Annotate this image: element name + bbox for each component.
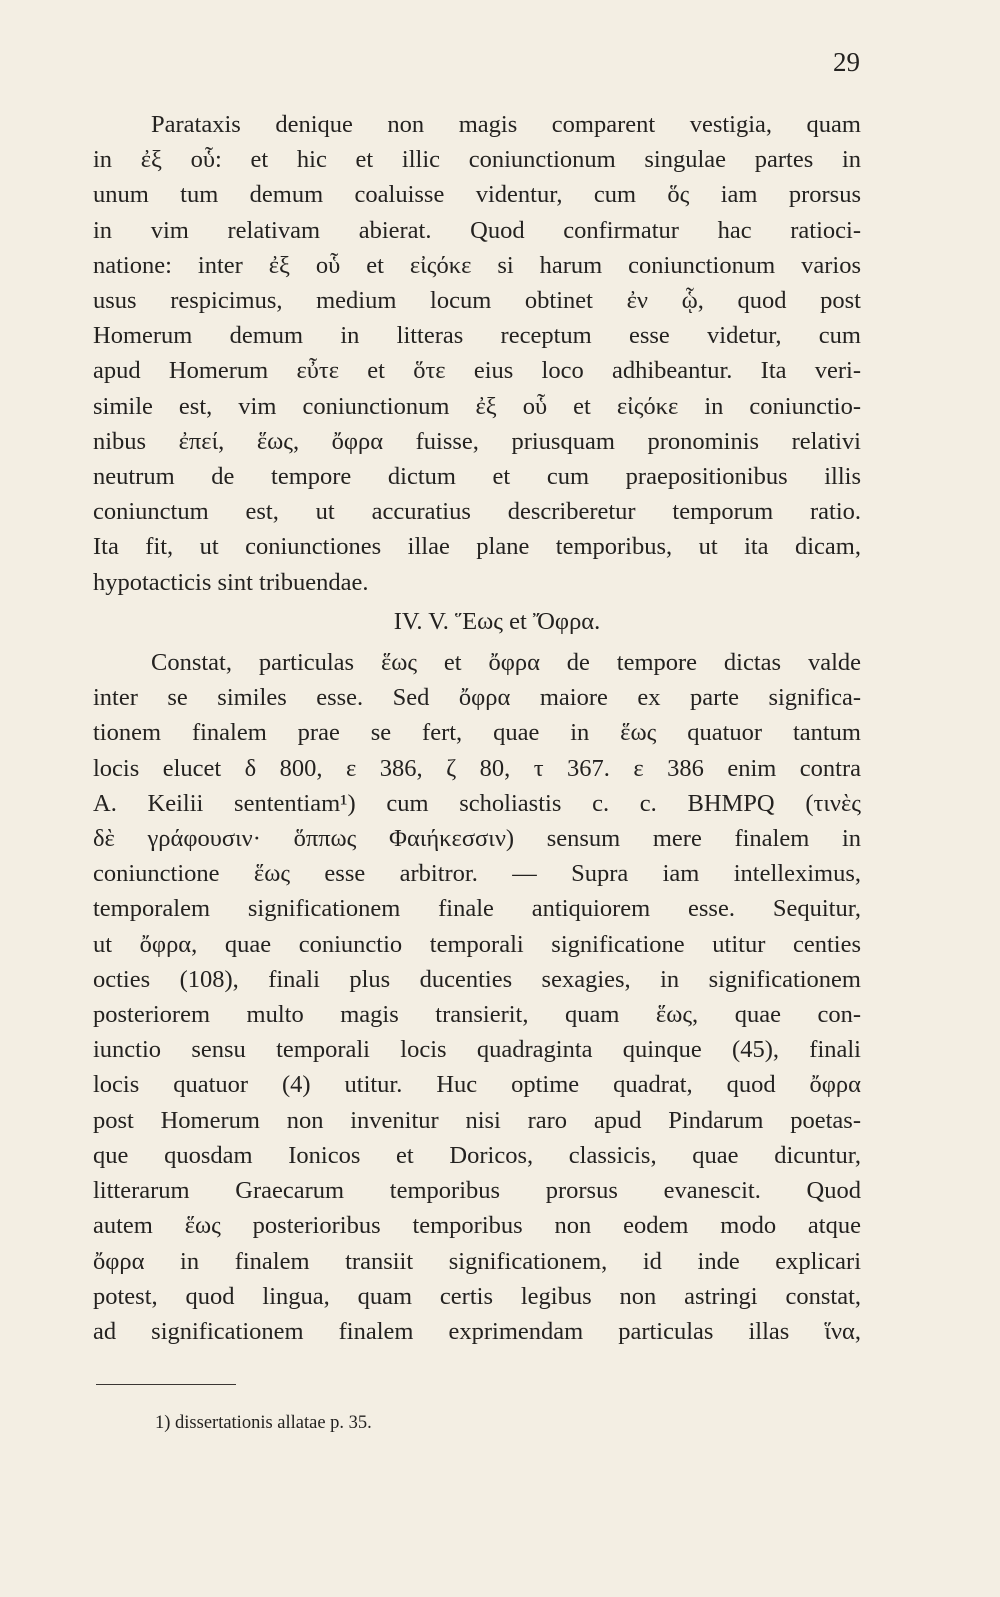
text-line: coniunctione ἕως esse arbitror. — Supra iam intelleximus, [93, 860, 861, 888]
text-line: natione: inter ἐξ οὗ et εἰςόκε si harum coniunctionum varios [93, 251, 861, 279]
text-line: usus respicimus, medium locum obtinet ἐν ᾧ, quod post [93, 287, 861, 315]
page-number: 29 [833, 47, 860, 77]
text-line: potest, quod lingua, quam certis legibus non astringi constat, [93, 1282, 861, 1310]
body-text [93, 107, 861, 1349]
text-line: litterarum Graecarum temporibus prorsus evanescit. Quod [93, 1177, 861, 1205]
text-line: Parataxis denique non magis comparent vestigia, quam [151, 111, 861, 138]
text-line: Constat, particulas ἕως et ὄφρα de tempore dictas valde [151, 649, 861, 677]
text-line: octies (108), finali plus ducenties sexagies, in significationem [93, 965, 861, 993]
text-line: δὲ γράφουσιν· ὅππως Φαιήκεσσιν) sensum mere finalem in [93, 825, 861, 853]
text-line: locis quatuor (4) utitur. Huc optime quadrat, quod ὄφρα [93, 1071, 861, 1099]
text-line: coniunctum est, ut accuratius describeretur temporum ratio. [93, 498, 861, 526]
text-line: hypotacticis sint tribuendae. [93, 568, 369, 596]
text-line: ad significationem finalem exprimendam particulas illas ἵνα, [93, 1317, 861, 1345]
text-line: A. Keilii sententiam¹) cum scholiastis c. c. BHMPQ (τινὲς [93, 789, 861, 817]
text-line: autem ἕως posterioribus temporibus non eodem modo atque [93, 1212, 861, 1240]
footnote: 1) dissertationis allatae p. 35. [155, 1413, 372, 1433]
text-line: locis elucet δ 800, ε 386, ζ 80, τ 367. ε 386 enim contra [93, 754, 861, 782]
text-line: tionem finalem prae se fert, quae in ἕως quatuor tantum [93, 719, 861, 747]
text-line: post Homerum non invenitur nisi raro apud Pindarum poetas- [93, 1106, 861, 1134]
text-line: que quosdam Ionicos et Doricos, classicis, quae dicuntur, [93, 1141, 861, 1169]
footnote-divider [96, 1384, 236, 1385]
text-line: temporalem significationem finale antiquiorem esse. Sequitur, [93, 895, 861, 923]
text-line: posteriorem multo magis transierit, quam ἕως, quae con- [93, 1001, 861, 1029]
text-line: ὄφρα in finalem transiit significationem, id inde explicari [93, 1247, 861, 1275]
text-line: inter se similes esse. Sed ὄφρα maiore ex parte significa- [93, 684, 861, 712]
text-line: simile est, vim coniunctionum ἐξ οὗ et εἰςόκε in coniunctio- [93, 392, 861, 420]
text-line: apud Homerum εὖτε et ὅτε eius loco adhibeantur. Ita veri- [93, 357, 861, 385]
text-line: in ἐξ οὗ: et hic et illic coniunctionum singulae partes in [93, 146, 861, 174]
section-heading: IV. V. Ἕως et Ὄφρα. [393, 607, 601, 635]
text-line: Homerum demum in litteras receptum esse videtur, cum [93, 322, 861, 350]
text-line: in vim relativam abierat. Quod confirmatur hac ratioci- [93, 216, 861, 244]
text-line: neutrum de tempore dictum et cum praepositionibus illis [93, 463, 861, 491]
text-line: nibus ἐπεί, ἕως, ὄφρα fuisse, priusquam pronominis relativi [93, 427, 861, 455]
text-line: ut ὄφρα, quae coniunctio temporali significatione utitur centies [93, 930, 861, 958]
text-line: Ita fit, ut coniunctiones illae plane temporibus, ut ita dicam, [93, 533, 861, 561]
text-line: unum tum demum coaluisse videntur, cum ὅς iam prorsus [93, 181, 861, 209]
text-line: iunctio sensu temporali locis quadraginta quinque (45), finali [93, 1036, 861, 1064]
